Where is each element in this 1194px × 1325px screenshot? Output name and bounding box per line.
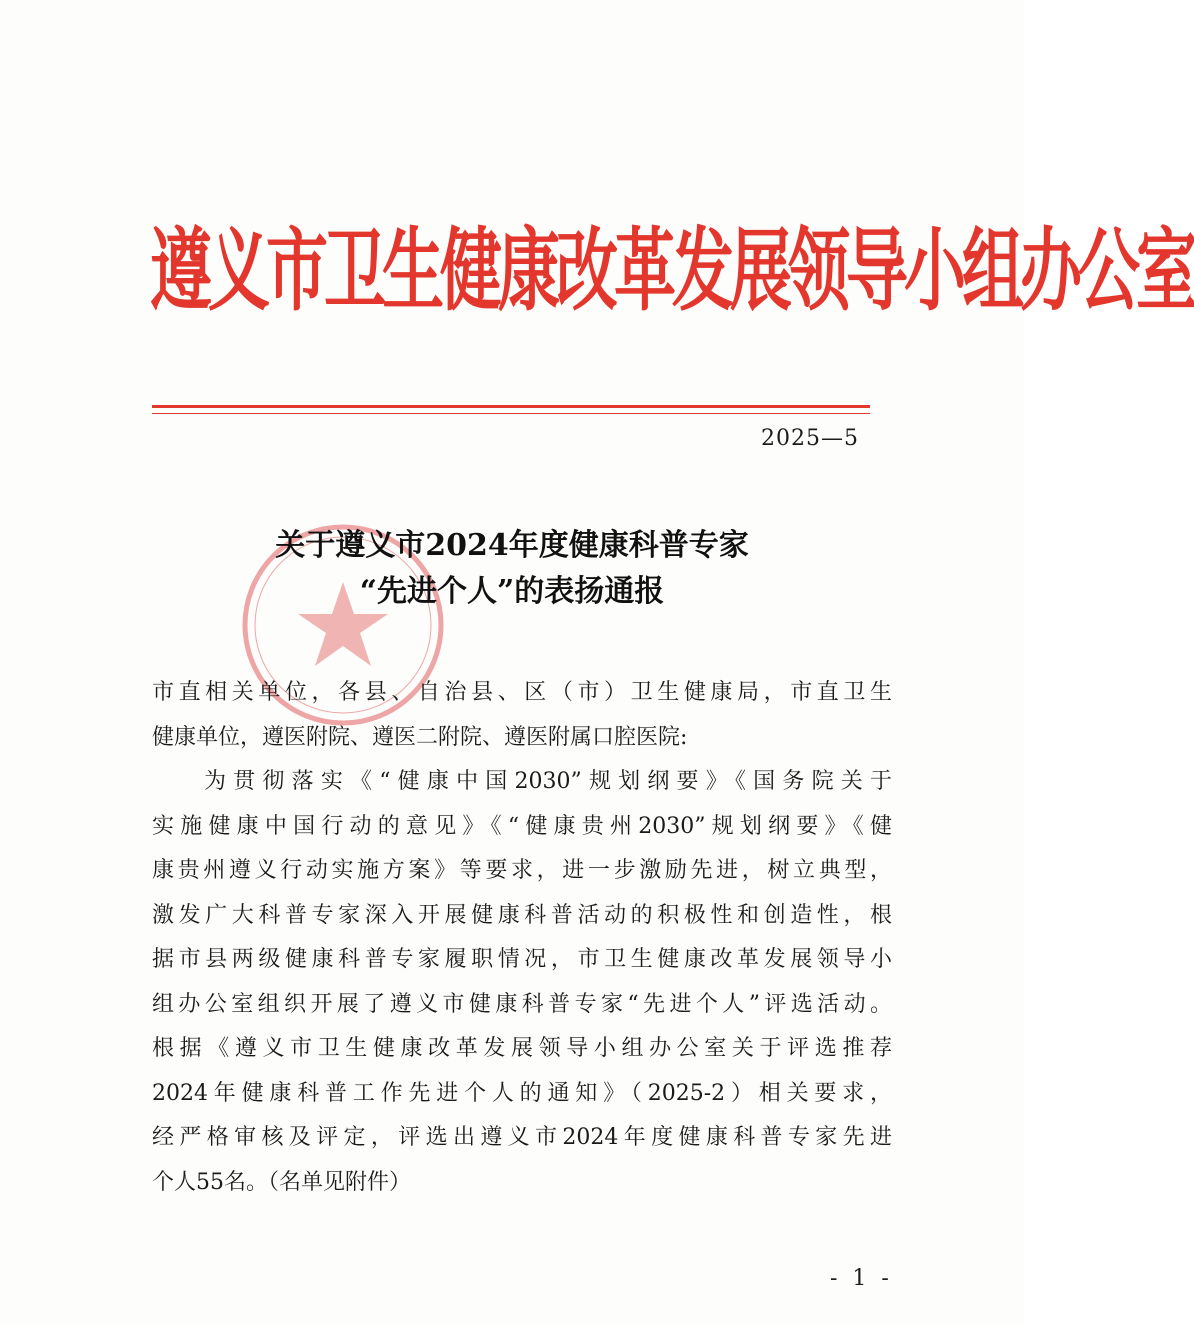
paragraph-line: 实施健康中国行动的意见》《“健康贵州2030”规划纲要》《健 bbox=[152, 813, 892, 839]
paragraph-line: 康贵州遵义行动实施方案》等要求，进一步激励先进，树立典型， bbox=[152, 858, 892, 883]
paragraph-line: 个人55名。（名单见附件） bbox=[152, 1169, 411, 1195]
addressee-line: 健康单位，遵医附院、遵医二附院、遵医附属口腔医院: bbox=[152, 724, 688, 750]
document-number: 2025—5 bbox=[761, 426, 859, 451]
page-number: - 1 - bbox=[830, 1266, 893, 1291]
body-paragraph bbox=[152, 760, 892, 1205]
addressee-block bbox=[152, 671, 892, 760]
paragraph-line: 组办公室组织开展了遵义市健康科普专家“先进个人”评选活动。 bbox=[152, 991, 892, 1017]
paragraph-line: 2024年健康科普工作先进个人的通知》（2025-2）相关要求， bbox=[152, 1080, 892, 1106]
red-divider-thick bbox=[152, 405, 870, 408]
title-line-2: “先进个人”的表扬通报 bbox=[359, 574, 665, 609]
issuer-masthead: 遵义市卫生健康改革发展领导小组办公室 bbox=[150, 217, 1194, 324]
addressee-line: 市直相关单位，各县、自治县、区（市）卫生健康局，市直卫生 bbox=[152, 680, 892, 705]
paragraph-line: 据市县两级健康科普专家履职情况，市卫生健康改革发展领导小 bbox=[152, 947, 892, 972]
paragraph-line: 为贯彻落实《“健康中国2030”规划纲要》《国务院关于 bbox=[204, 769, 892, 794]
paragraph-line: 激发广大科普专家深入开展健康科普活动的积极性和创造性，根 bbox=[152, 902, 892, 928]
paragraph-line: 根据《遵义市卫生健康改革发展领导小组办公室关于评选推荐 bbox=[152, 1036, 892, 1061]
title-line-1: 关于遵义市2024年度健康科普专家 bbox=[275, 528, 749, 563]
red-divider-thin bbox=[152, 413, 870, 414]
paragraph-line: 经严格审核及评定，评选出遵义市2024年度健康科普专家先进 bbox=[152, 1125, 892, 1150]
